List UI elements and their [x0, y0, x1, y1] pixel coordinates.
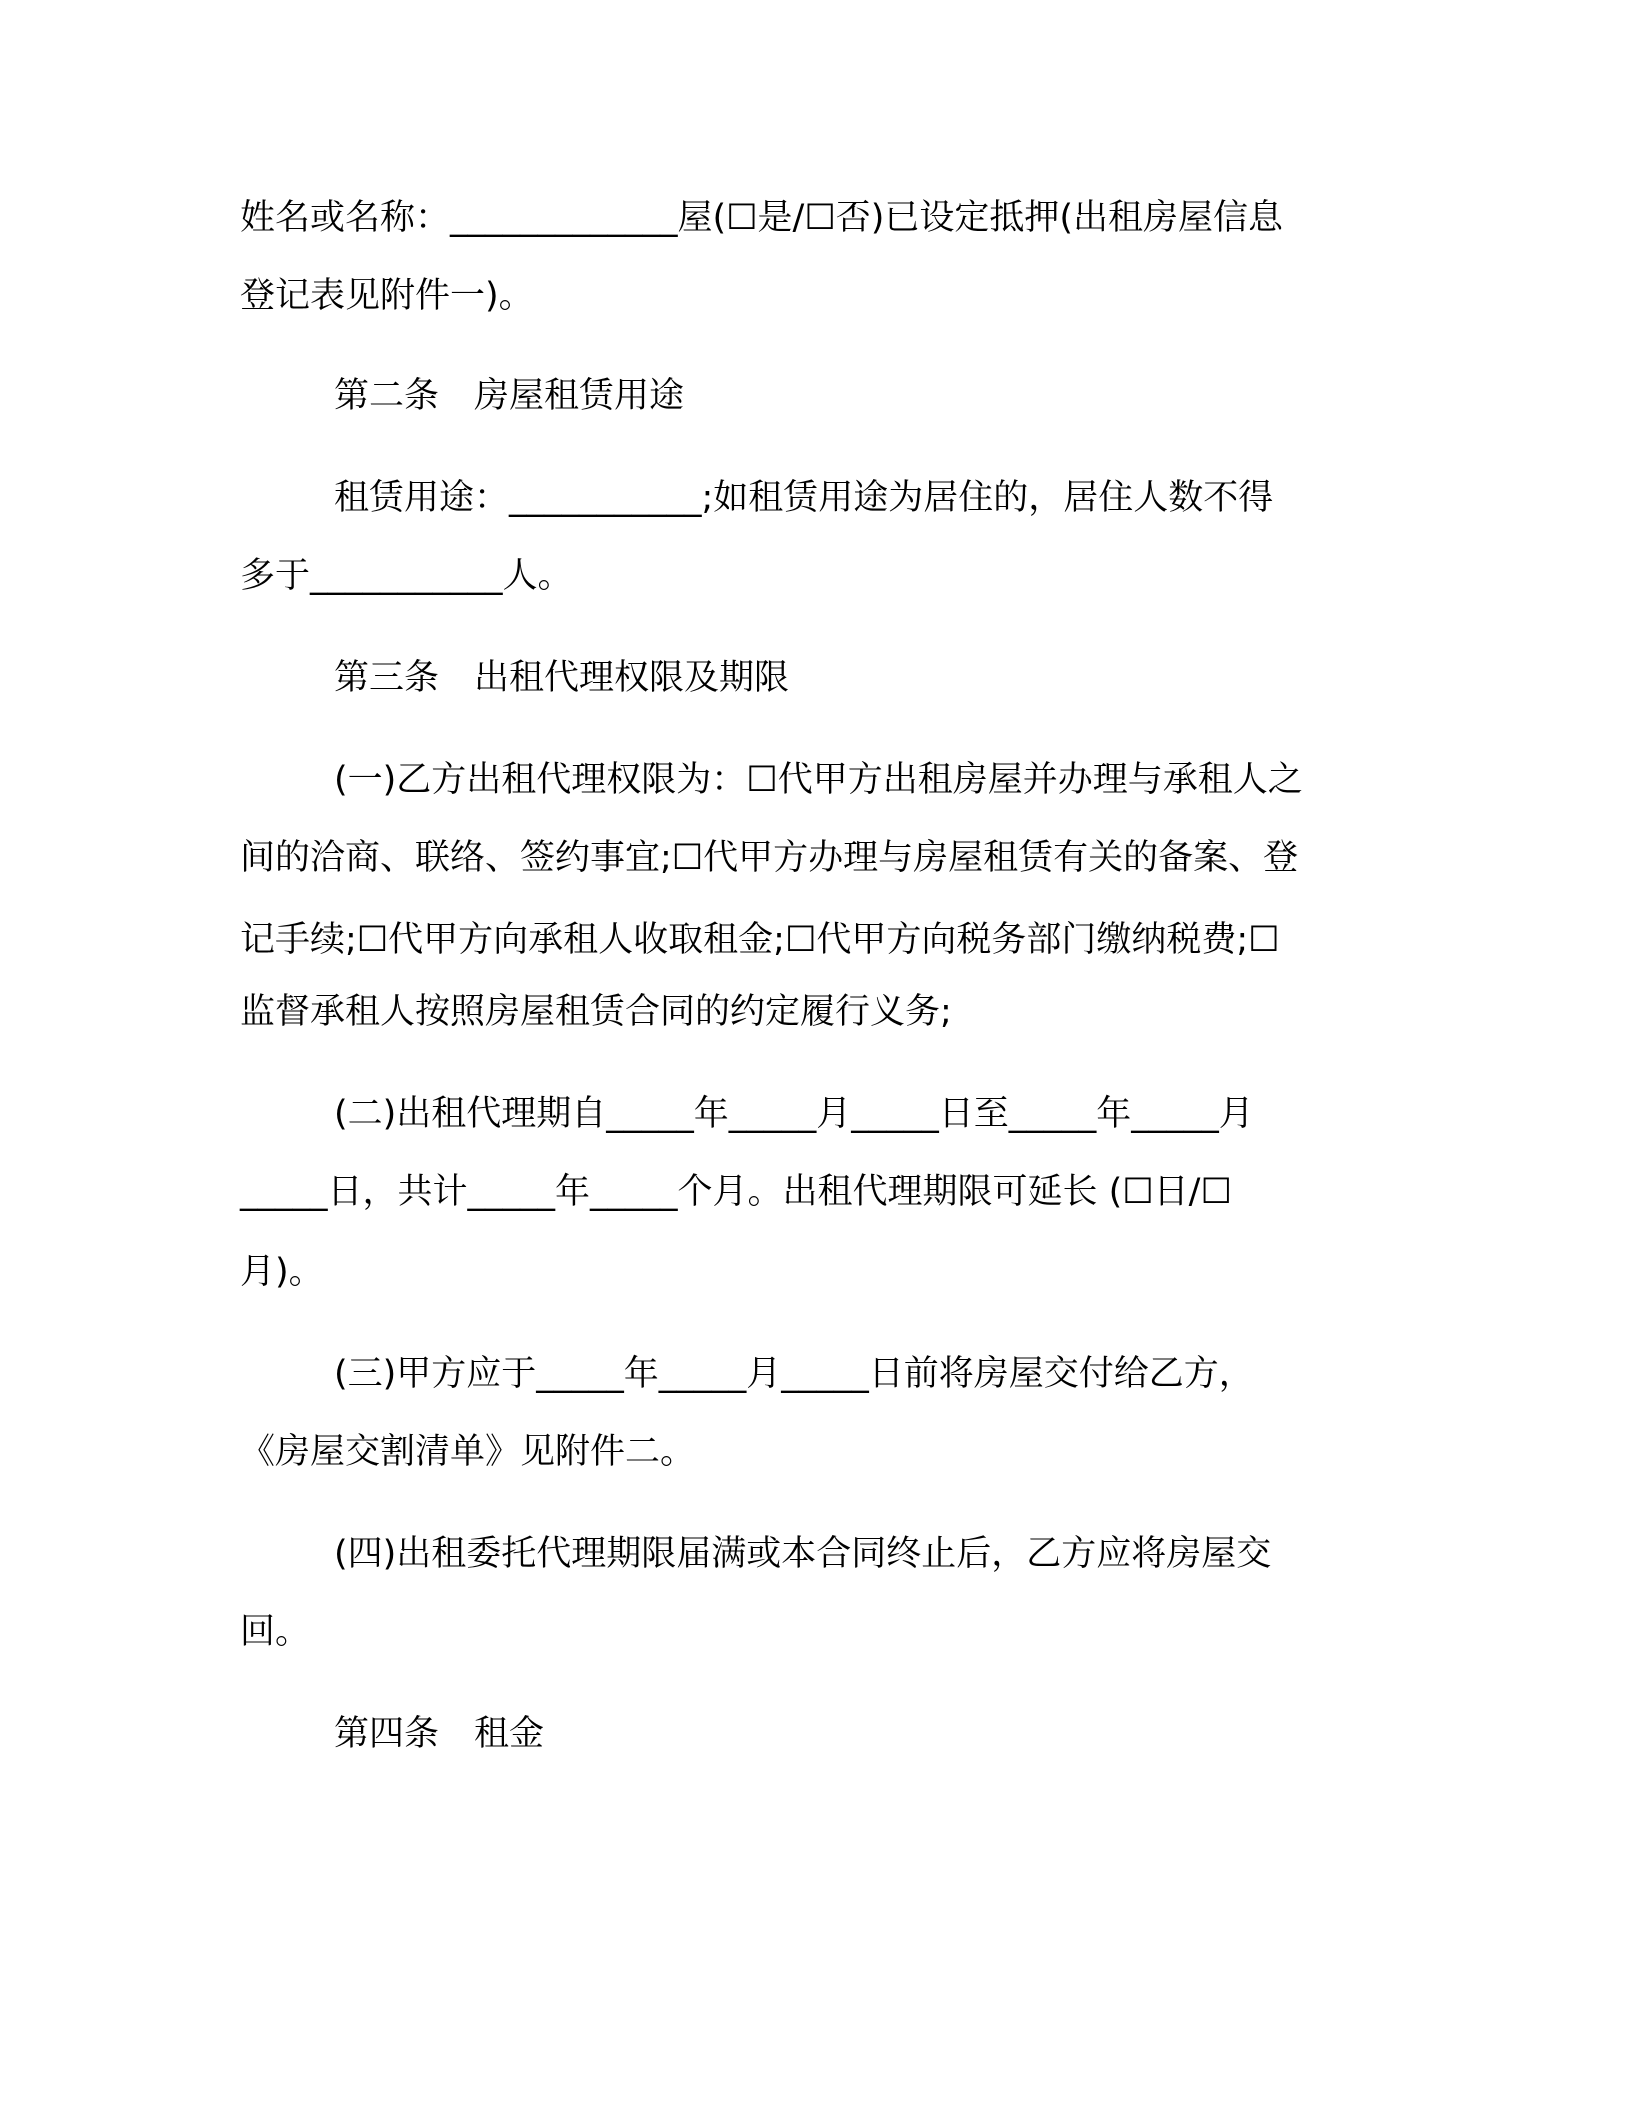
paragraph-line: 姓名或名称：_____________屋(☐是/☐否)已设定抵押(出租房屋信息 — [240, 198, 1284, 238]
paragraph-line: 回。 — [240, 1612, 311, 1652]
paragraph-line: 记手续;☐代甲方向承租人收取租金;☐代甲方向税务部门缴纳税费;☐ — [240, 920, 1280, 960]
paragraph-line: (三)甲方应于_____年_____月_____日前将房屋交付给乙方， — [334, 1354, 1254, 1394]
paragraph-line: 多于___________人。 — [240, 556, 573, 596]
paragraph-line: 登记表见附件一)。 — [240, 276, 534, 316]
paragraph-line: (一)乙方出租代理权限为：☐代甲方出租房屋并办理与承租人之 — [334, 760, 1303, 800]
paragraph-line: _____日，共计_____年_____个月。出租代理期限可延长 (☐日/☐ — [240, 1172, 1232, 1212]
paragraph-line: 间的洽商、联络、签约事宜;☐代甲方办理与房屋租赁有关的备案、登 — [240, 838, 1299, 878]
paragraph-line: 月)。 — [240, 1252, 324, 1292]
paragraph-line: 租赁用途：___________;如租赁用途为居住的，居住人数不得 — [334, 478, 1274, 518]
article-heading: 第二条 房屋租赁用途 — [334, 376, 685, 416]
paragraph-line: (四)出租委托代理期限届满或本合同终止后，乙方应将房屋交 — [334, 1534, 1272, 1574]
article-heading: 第四条 租金 — [334, 1714, 545, 1754]
article-heading: 第三条 出租代理权限及期限 — [334, 658, 790, 698]
paragraph-line: 《房屋交割清单》见附件二。 — [240, 1432, 696, 1472]
paragraph-line: 监督承租人按照房屋租赁合同的约定履行义务; — [240, 992, 952, 1032]
paragraph-line: (二)出租代理期自_____年_____月_____日至_____年_____月 — [334, 1094, 1254, 1134]
